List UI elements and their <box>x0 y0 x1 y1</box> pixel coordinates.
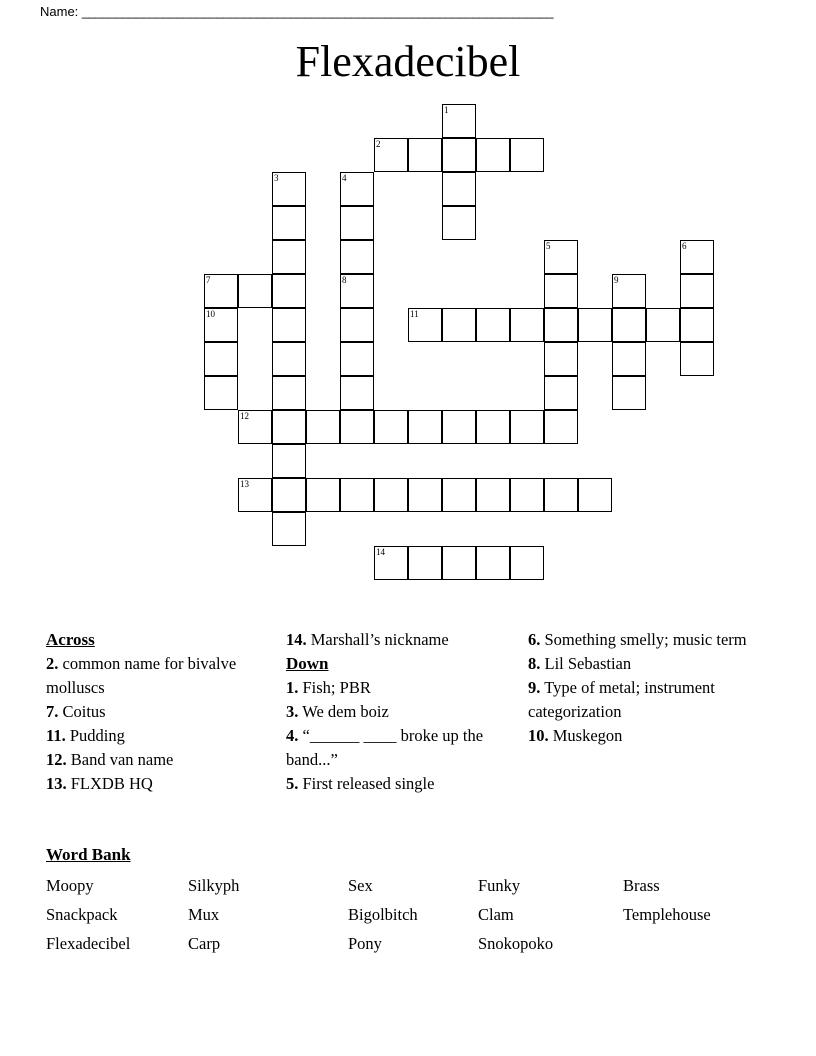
cell-number: 4 <box>342 173 347 183</box>
clue-down-3 <box>286 700 518 724</box>
crossword-cell[interactable] <box>272 206 306 240</box>
crossword-cell[interactable] <box>476 478 510 512</box>
crossword-cell[interactable] <box>306 478 340 512</box>
word-bank-body <box>46 871 766 958</box>
crossword-cell[interactable] <box>272 444 306 478</box>
crossword-cell[interactable] <box>442 172 476 206</box>
word-bank-section <box>46 845 776 958</box>
crossword-cell[interactable] <box>374 138 408 172</box>
crossword-cell[interactable] <box>544 274 578 308</box>
clue-number: 13. <box>46 774 67 793</box>
clue-number: 7. <box>46 702 59 721</box>
crossword-cell[interactable] <box>680 240 714 274</box>
clue-text: Band van name <box>66 750 174 769</box>
crossword-cell[interactable] <box>578 478 612 512</box>
word-bank-word: Sex <box>348 876 373 895</box>
crossword-cell[interactable] <box>408 546 442 580</box>
crossword-cell[interactable] <box>544 376 578 410</box>
name-field-row <box>40 4 760 19</box>
word-bank-word: Snokopoko <box>478 934 554 953</box>
word-bank-word: Brass <box>623 876 660 895</box>
word-bank-row <box>46 929 766 958</box>
cell-number: 8 <box>342 275 347 285</box>
clue-down-6 <box>528 628 776 652</box>
crossword-cell[interactable] <box>442 478 476 512</box>
crossword-cell[interactable] <box>238 274 272 308</box>
crossword-cell[interactable] <box>544 478 578 512</box>
clue-number: 3. <box>286 702 299 721</box>
clue-number: 8. <box>528 654 541 673</box>
crossword-cell[interactable] <box>272 342 306 376</box>
word-bank-word: Clam <box>478 905 514 924</box>
clue-text: Pudding <box>65 726 125 745</box>
crossword-cell[interactable] <box>612 376 646 410</box>
clues-column-1 <box>46 628 278 796</box>
crossword-cell[interactable] <box>340 240 374 274</box>
clue-text: Coitus <box>58 702 106 721</box>
clue-down-4 <box>286 724 518 772</box>
cell-number: 13 <box>240 479 249 489</box>
clue-across-14 <box>286 628 518 652</box>
crossword-cell[interactable] <box>510 478 544 512</box>
clues-column-3 <box>528 628 776 748</box>
clue-number: 6. <box>528 630 541 649</box>
crossword-grid <box>68 104 748 624</box>
crossword-cell[interactable] <box>612 342 646 376</box>
word-bank-word: Carp <box>188 934 221 953</box>
word-bank-row <box>46 900 766 929</box>
crossword-cell[interactable] <box>272 376 306 410</box>
clue-down-9 <box>528 676 776 724</box>
word-bank-row <box>46 871 766 900</box>
clue-number: 12. <box>46 750 67 769</box>
crossword-cell[interactable] <box>340 410 374 444</box>
clue-text: Fish; PBR <box>298 678 371 697</box>
name-label: Name: <box>40 4 79 19</box>
clue-across-13 <box>46 772 278 796</box>
crossword-cell[interactable] <box>612 274 646 308</box>
word-bank-word <box>623 929 766 958</box>
crossword-cell[interactable] <box>306 410 340 444</box>
cell-number: 1 <box>444 105 449 115</box>
word-bank-word: Funky <box>478 876 521 895</box>
crossword-cell[interactable] <box>340 342 374 376</box>
crossword-cell[interactable] <box>680 342 714 376</box>
crossword-cell[interactable] <box>442 104 476 138</box>
crossword-cell[interactable] <box>340 478 374 512</box>
down-heading: Down <box>286 654 329 673</box>
crossword-cell[interactable] <box>272 308 306 342</box>
crossword-cell[interactable] <box>340 376 374 410</box>
crossword-cell[interactable] <box>510 138 544 172</box>
clue-text: FLXDB HQ <box>66 774 153 793</box>
word-bank-word: Bigolbitch <box>348 905 418 924</box>
clue-across-2 <box>46 652 278 700</box>
cell-number: 14 <box>376 547 385 557</box>
cell-number: 9 <box>614 275 619 285</box>
crossword-cell[interactable] <box>510 546 544 580</box>
crossword-cell[interactable] <box>544 410 578 444</box>
across-heading: Across <box>46 630 95 649</box>
crossword-cell[interactable] <box>476 308 510 342</box>
crossword-cell[interactable] <box>272 512 306 546</box>
crossword-cell[interactable] <box>272 410 306 444</box>
page-title: Flexadecibel <box>295 37 521 86</box>
cell-number: 6 <box>682 241 687 251</box>
cell-number: 2 <box>376 139 381 149</box>
clue-text: First released single <box>298 774 435 793</box>
name-blank-line: ______________________________________________________________________ <box>81 4 554 19</box>
clue-text: Something smelly; music term <box>540 630 747 649</box>
crossword-cell[interactable] <box>476 410 510 444</box>
cell-number: 5 <box>546 241 551 251</box>
crossword-cell[interactable] <box>238 478 272 512</box>
crossword-cell[interactable] <box>680 274 714 308</box>
crossword-cell[interactable] <box>408 138 442 172</box>
word-bank-word: Pony <box>348 934 382 953</box>
clue-number: 9. <box>528 678 541 697</box>
clue-down-10 <box>528 724 776 748</box>
clues-column-2 <box>286 628 518 796</box>
clue-across-11 <box>46 724 278 748</box>
crossword-cell[interactable] <box>442 410 476 444</box>
crossword-cell[interactable] <box>340 308 374 342</box>
word-bank-heading: Word Bank <box>46 845 131 864</box>
clue-number: 10. <box>528 726 549 745</box>
word-bank-word: Snackpack <box>46 905 118 924</box>
clue-text: Lil Sebastian <box>540 654 632 673</box>
cell-number: 11 <box>410 309 419 319</box>
crossword-cell[interactable] <box>544 308 578 342</box>
crossword-cell[interactable] <box>612 308 646 342</box>
clue-down-1 <box>286 676 518 700</box>
crossword-cell[interactable] <box>680 308 714 342</box>
clue-text: common name for bivalve molluscs <box>46 654 237 697</box>
crossword-cell[interactable] <box>238 410 272 444</box>
word-bank-word: Templehouse <box>623 905 711 924</box>
clue-across-12 <box>46 748 278 772</box>
crossword-cell[interactable] <box>544 342 578 376</box>
clue-text: Type of metal; instrument categorization <box>528 678 715 721</box>
crossword-cell[interactable] <box>272 478 306 512</box>
crossword-cell[interactable] <box>408 410 442 444</box>
word-bank-word: Moopy <box>46 876 94 895</box>
crossword-grid-wrap <box>0 104 816 624</box>
crossword-cell[interactable] <box>442 206 476 240</box>
crossword-cell[interactable] <box>204 342 238 376</box>
word-bank-table <box>46 871 766 958</box>
crossword-cell[interactable] <box>442 546 476 580</box>
clue-down-5 <box>286 772 518 796</box>
crossword-cell[interactable] <box>272 274 306 308</box>
crossword-cell[interactable] <box>510 410 544 444</box>
crossword-cell[interactable] <box>578 308 612 342</box>
clue-text: Muskegon <box>548 726 623 745</box>
clue-number: 5. <box>286 774 299 793</box>
clue-across-7 <box>46 700 278 724</box>
crossword-cell[interactable] <box>374 410 408 444</box>
crossword-cell[interactable] <box>204 308 238 342</box>
crossword-cell[interactable] <box>408 478 442 512</box>
crossword-cell[interactable] <box>204 376 238 410</box>
crossword-cell[interactable] <box>340 172 374 206</box>
clue-number: 14. <box>286 630 307 649</box>
crossword-cell[interactable] <box>408 308 442 342</box>
clue-text: Marshall’s nickname <box>306 630 449 649</box>
crossword-cell[interactable] <box>476 138 510 172</box>
crossword-cell[interactable] <box>442 138 476 172</box>
clue-number: 1. <box>286 678 299 697</box>
cell-number: 10 <box>206 309 215 319</box>
word-bank-word: Flexadecibel <box>46 934 131 953</box>
word-bank-word: Mux <box>188 905 220 924</box>
clues-section <box>46 628 776 828</box>
cell-number: 7 <box>206 275 211 285</box>
clue-number: 4. <box>286 726 299 745</box>
crossword-cell[interactable] <box>442 308 476 342</box>
clue-text: “______ ____ broke up the band...” <box>286 726 484 769</box>
crossword-cell[interactable] <box>374 478 408 512</box>
crossword-cell[interactable] <box>544 240 578 274</box>
crossword-cell[interactable] <box>374 546 408 580</box>
crossword-cell[interactable] <box>272 240 306 274</box>
clue-number: 11. <box>46 726 66 745</box>
crossword-cell[interactable] <box>340 274 374 308</box>
clue-number: 2. <box>46 654 59 673</box>
crossword-cell[interactable] <box>272 172 306 206</box>
word-bank-word: Silkyph <box>188 876 240 895</box>
crossword-cell[interactable] <box>510 308 544 342</box>
clue-down-8 <box>528 652 776 676</box>
crossword-cell[interactable] <box>340 206 374 240</box>
crossword-cell[interactable] <box>204 274 238 308</box>
cell-number: 12 <box>240 411 249 421</box>
crossword-cell[interactable] <box>476 546 510 580</box>
crossword-cell[interactable] <box>646 308 680 342</box>
clue-text: We dem boiz <box>298 702 389 721</box>
cell-number: 3 <box>274 173 279 183</box>
